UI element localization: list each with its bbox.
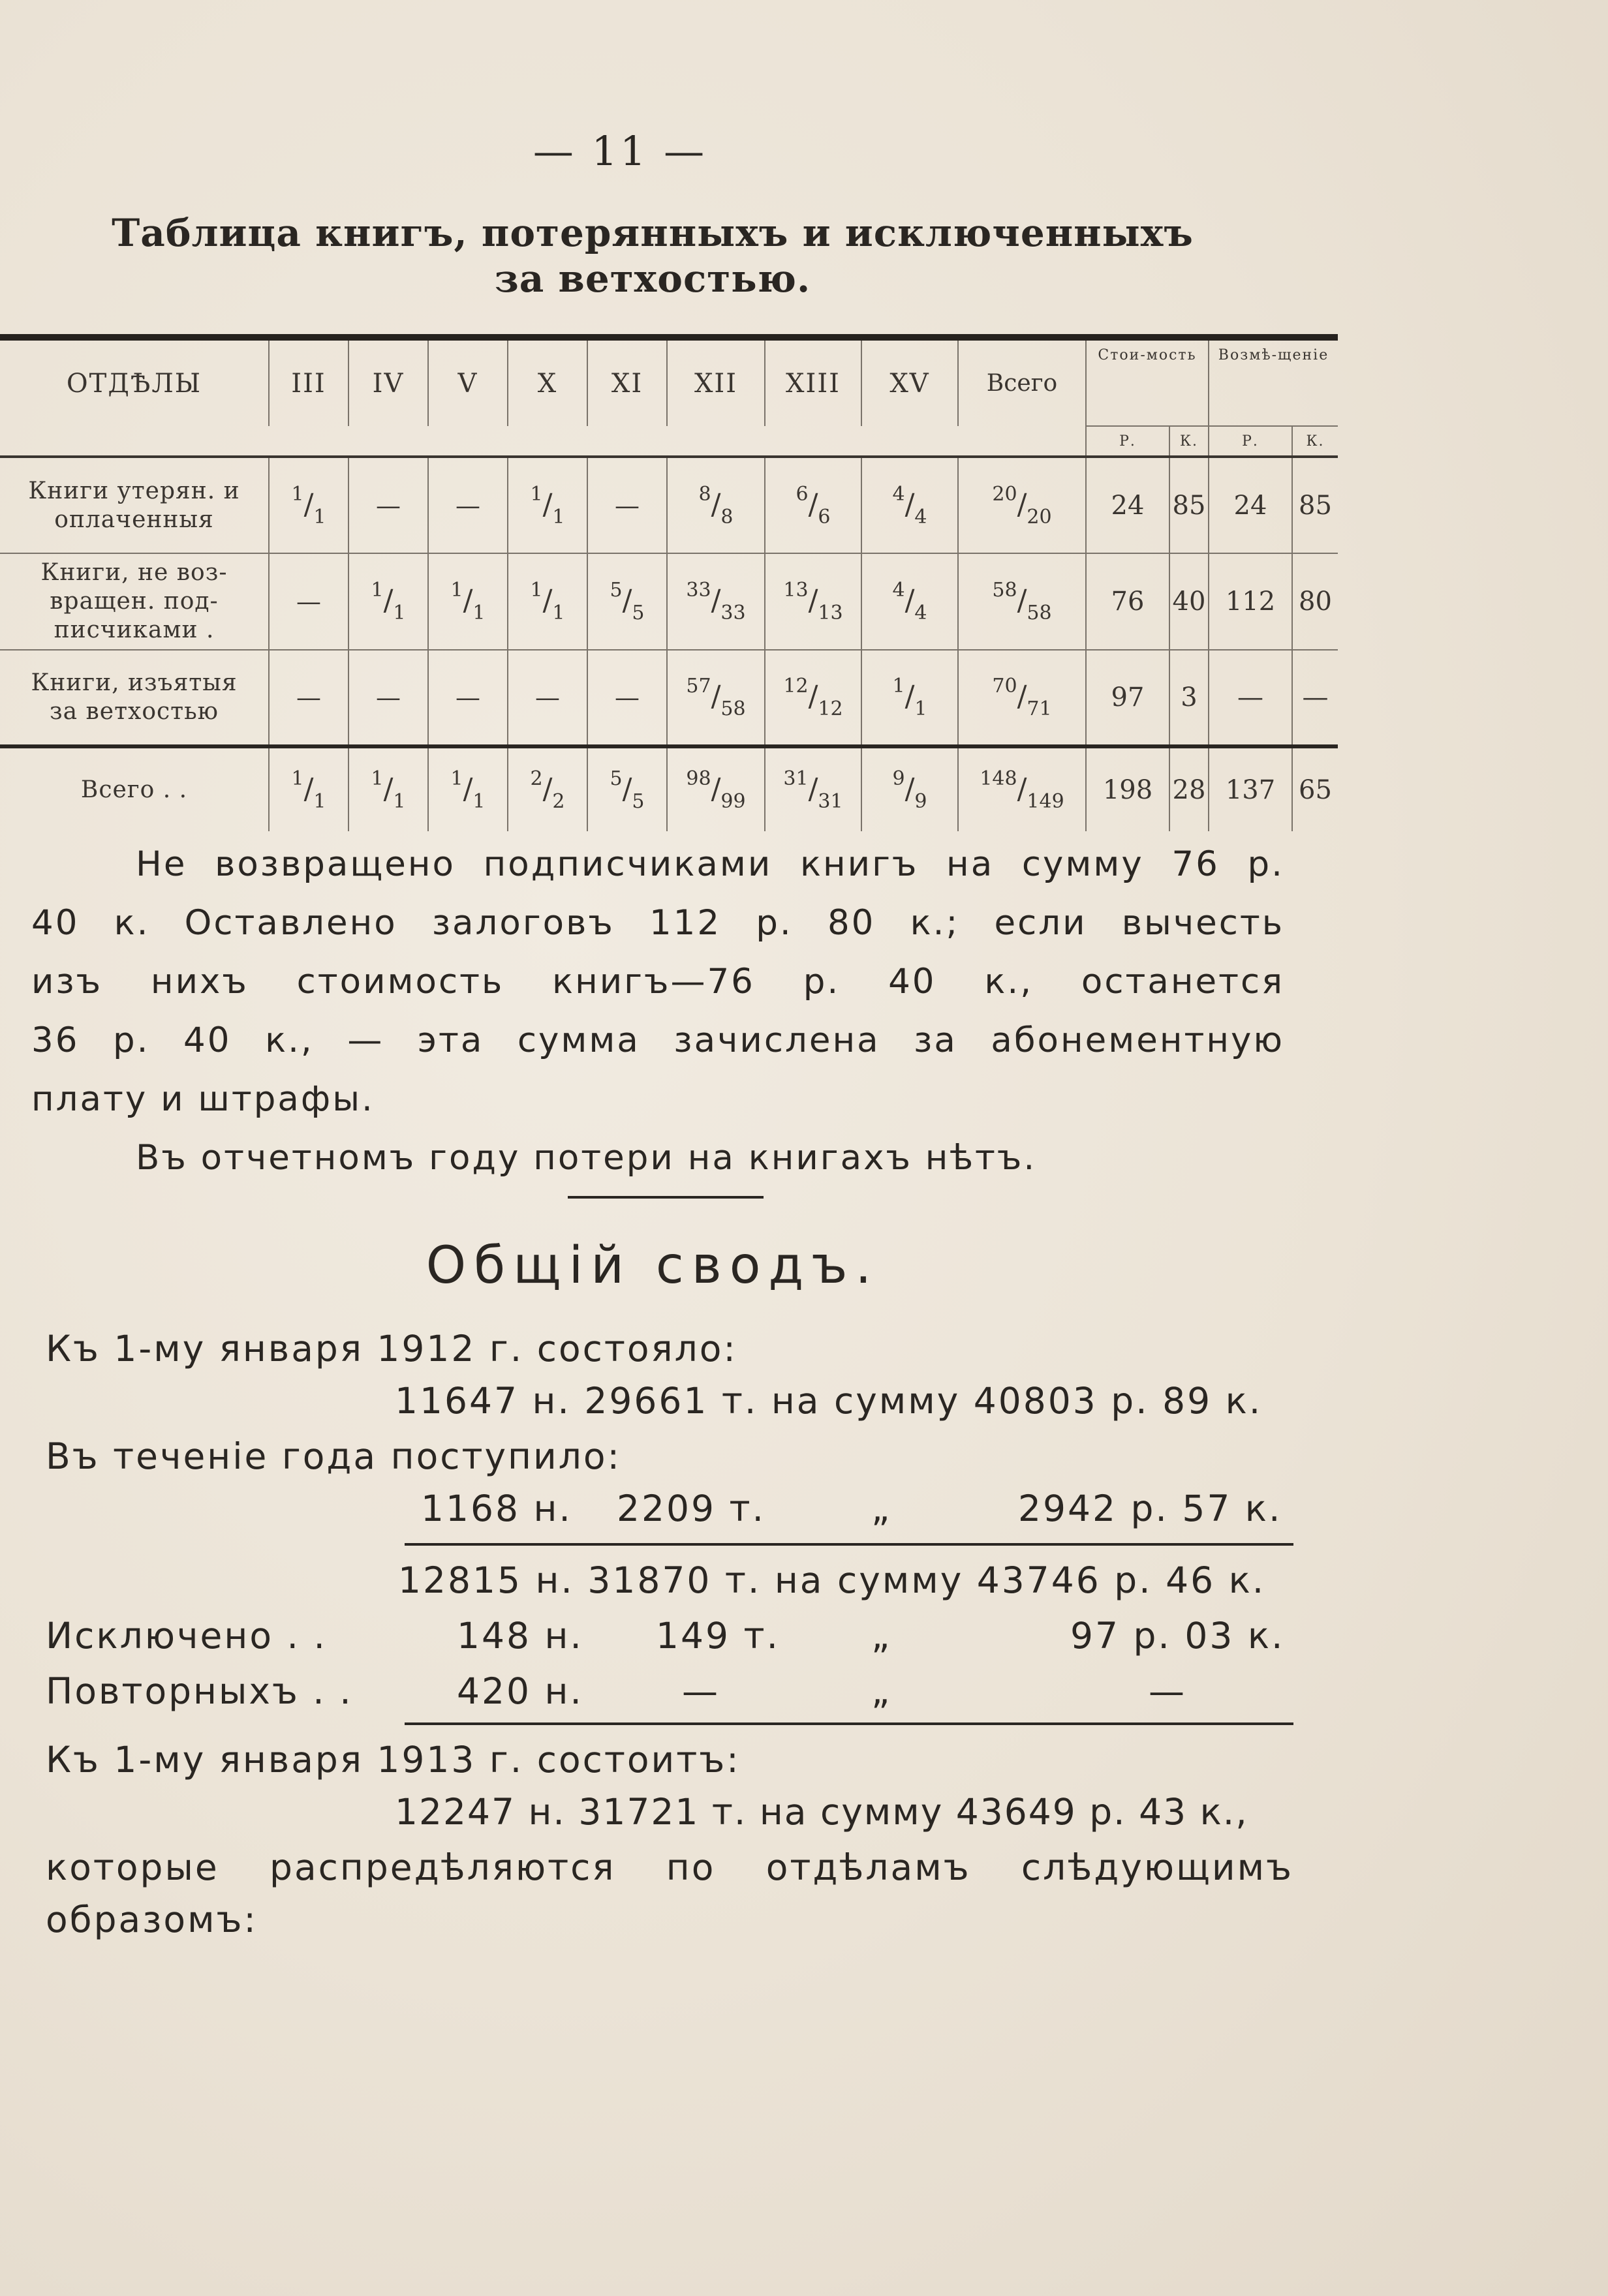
fraction-slash: / <box>711 772 721 806</box>
summary-rule-1 <box>405 1543 1293 1546</box>
numerator: 6 <box>796 482 809 506</box>
denominator: 8 <box>720 505 734 528</box>
cost-kopecks: 3 <box>1169 650 1209 746</box>
fraction-slash: / <box>463 584 473 617</box>
denominator: 99 <box>720 789 746 813</box>
cost-rubles: 97 <box>1086 650 1169 746</box>
table-cell <box>587 650 667 746</box>
fraction-slash: / <box>383 584 394 617</box>
denominator: 1 <box>552 602 565 624</box>
table-cell <box>765 457 861 553</box>
denominator: 9 <box>914 789 927 813</box>
fraction-slash: / <box>542 772 553 806</box>
fraction-slash: / <box>711 680 721 713</box>
numerator: 70 <box>992 675 1017 697</box>
summary-excluded-t: 149 т. <box>656 1615 780 1657</box>
row-label-line: Книги, не воз- <box>40 559 228 586</box>
row-label <box>0 553 269 650</box>
denominator: 33 <box>720 602 746 624</box>
table-cell <box>958 553 1086 650</box>
cost-rubles: 76 <box>1086 553 1169 650</box>
dash-mark: — <box>615 683 640 712</box>
summary-1912-label: Къ 1-му января 1912 г. состояло: <box>46 1328 737 1370</box>
numerator: 5 <box>610 579 623 602</box>
denominator: 1 <box>313 505 326 528</box>
compensation-kopecks: 85 <box>1292 457 1338 553</box>
denominator: 13 <box>818 602 843 624</box>
summary-received-t: 2209 т. <box>617 1488 765 1529</box>
summary-excluded-label: Исключено . . <box>46 1615 327 1657</box>
cost-rubles: 24 <box>1086 457 1169 553</box>
numerator: 5 <box>610 767 623 790</box>
dash-mark: — <box>376 683 401 712</box>
header-col-13: XIII <box>765 337 861 426</box>
denominator: 6 <box>818 505 831 528</box>
dash-mark: — <box>296 587 321 616</box>
denominator: 58 <box>720 697 746 720</box>
lost-books-table <box>0 334 1338 831</box>
numerator: 20 <box>992 482 1017 506</box>
cost-kopecks: 85 <box>1169 457 1209 553</box>
row-label-line: вращен. под- <box>50 588 219 615</box>
denominator: 12 <box>818 697 843 720</box>
total-cell <box>667 746 765 831</box>
denominator: 1 <box>393 602 406 624</box>
header-cost-k: К. <box>1169 426 1209 457</box>
notes-line-4: 36 р. 40 к., — эта сумма зачислена за абонементную <box>31 1020 1284 1060</box>
numerator: 1 <box>291 767 304 790</box>
denominator: 2 <box>552 789 565 813</box>
fraction-slash: / <box>1017 772 1027 806</box>
denominator: 4 <box>914 505 927 528</box>
header-col-12: XII <box>667 337 765 426</box>
numerator: 12 <box>783 675 809 697</box>
numerator: 1 <box>892 675 905 697</box>
row-label <box>0 457 269 553</box>
numerator: 1 <box>371 579 384 602</box>
dash-mark: — <box>615 491 640 520</box>
section-divider <box>568 1196 764 1199</box>
dash-mark: — <box>296 683 321 712</box>
table-cell <box>861 553 958 650</box>
numerator: 33 <box>686 579 711 602</box>
summary-received-ditto: „ <box>871 1488 892 1529</box>
total-compensation-rubles: 137 <box>1209 746 1292 831</box>
fraction-slash: / <box>622 772 632 806</box>
page-title <box>26 210 1279 301</box>
header-col-3: III <box>269 337 348 426</box>
header-comp-k: К. <box>1292 426 1338 457</box>
table-cell <box>508 650 587 746</box>
denominator: 1 <box>393 789 406 813</box>
dash-mark: — <box>456 683 480 712</box>
summary-excluded-sum: 97 р. 03 к. <box>1070 1615 1285 1657</box>
summary-1912-values: 11647 н. 29661 т. на сумму 40803 р. 89 к. <box>395 1380 1263 1422</box>
fraction-slash: / <box>542 487 553 521</box>
denominator: 4 <box>914 602 927 624</box>
summary-excluded-n: 148 н. <box>457 1615 583 1657</box>
numerator: 8 <box>698 482 711 506</box>
fraction-slash: / <box>1017 584 1027 617</box>
row-label-line: Книги утерян. и <box>28 477 240 504</box>
title-line-1: Таблица книгъ, потерянныхъ и исключенныхъ <box>112 211 1194 255</box>
table-cell <box>861 650 958 746</box>
table-cell <box>587 457 667 553</box>
total-cell <box>587 746 667 831</box>
denominator: 1 <box>472 789 486 813</box>
denominator: 71 <box>1027 697 1052 720</box>
numerator: 1 <box>371 767 384 790</box>
fraction-slash: / <box>711 584 721 617</box>
row-label <box>0 650 269 746</box>
fraction-slash: / <box>808 584 818 617</box>
numerator: 4 <box>892 482 905 506</box>
table-cell <box>348 650 428 746</box>
numerator: 2 <box>530 767 543 790</box>
summary-1913-values: 12247 н. 31721 т. на сумму 43649 р. 43 к., <box>395 1791 1248 1833</box>
numerator: 148 <box>980 767 1017 790</box>
summary-distribution-end: образомъ: <box>46 1899 258 1940</box>
compensation-rubles: — <box>1209 650 1292 746</box>
denominator: 1 <box>914 697 927 720</box>
numerator: 1 <box>530 579 543 602</box>
row-label-line: писчиками . <box>54 617 215 643</box>
dash-mark: — <box>535 683 560 712</box>
total-cell <box>765 746 861 831</box>
denominator: 58 <box>1027 602 1052 624</box>
numerator: 57 <box>686 675 711 697</box>
table-cell <box>958 457 1086 553</box>
denominator: 1 <box>313 789 326 813</box>
numerator: 4 <box>892 579 905 602</box>
fraction-slash: / <box>711 487 721 521</box>
denominator: 31 <box>818 789 843 813</box>
dash-mark: — <box>376 491 401 520</box>
table-cell <box>428 553 508 650</box>
fraction-slash: / <box>904 584 915 617</box>
fraction-slash: / <box>904 680 915 713</box>
summary-repeated-label: Повторныхъ . . <box>46 1670 353 1712</box>
header-col-10: X <box>508 337 587 426</box>
summary-received-n: 1168 н. <box>421 1488 572 1529</box>
header-cost-r: Р. <box>1086 426 1169 457</box>
table-cell <box>958 650 1086 746</box>
numerator: 1 <box>450 767 463 790</box>
fraction-slash: / <box>303 487 314 521</box>
page-number: — 11 — <box>533 127 707 175</box>
fraction-slash: / <box>904 487 915 521</box>
table-cell <box>587 553 667 650</box>
dash-mark: — <box>456 491 480 520</box>
fraction-slash: / <box>303 772 314 806</box>
table-row-not-returned <box>0 553 1338 650</box>
table-cell <box>428 650 508 746</box>
row-label-line: за ветхостью <box>49 698 219 725</box>
header-comp-r: Р. <box>1209 426 1292 457</box>
header-total: Всего <box>958 337 1086 426</box>
header-col-5: V <box>428 337 508 426</box>
table-cell <box>667 650 765 746</box>
table-row-total <box>0 746 1338 831</box>
summary-repeated-ditto: „ <box>871 1670 892 1712</box>
table-cell <box>348 553 428 650</box>
notes-line-5: плату и штрафы. <box>31 1079 375 1119</box>
total-cell <box>861 746 958 831</box>
row-label-line: оплаченныя <box>54 506 214 533</box>
cost-kopecks: 40 <box>1169 553 1209 650</box>
numerator: 31 <box>783 767 809 790</box>
fraction-slash: / <box>1017 487 1027 521</box>
denominator: 20 <box>1027 505 1052 528</box>
compensation-rubles: 24 <box>1209 457 1292 553</box>
notes-line-2: 40 к. Оставлено залоговъ 112 р. 80 к.; если вычесть <box>31 903 1284 943</box>
table-cell <box>269 457 348 553</box>
table-cell <box>765 553 861 650</box>
table-cell <box>508 457 587 553</box>
table-row-lost-paid <box>0 457 1338 553</box>
numerator: 1 <box>450 579 463 602</box>
fraction-slash: / <box>383 772 394 806</box>
total-compensation-kopecks: 65 <box>1292 746 1338 831</box>
total-cell <box>428 746 508 831</box>
table-cell <box>348 457 428 553</box>
table-cell <box>428 457 508 553</box>
table-cell <box>765 650 861 746</box>
denominator: 5 <box>632 602 645 624</box>
fraction-slash: / <box>1017 680 1027 713</box>
table-cell <box>667 553 765 650</box>
denominator: 1 <box>552 505 565 528</box>
fraction-slash: / <box>808 680 818 713</box>
summary-repeated-t: — <box>682 1670 720 1712</box>
summary-received-label: Въ теченіе года поступило: <box>46 1435 622 1477</box>
summary-excluded-ditto: „ <box>871 1615 892 1657</box>
total-cell <box>958 746 1086 831</box>
numerator: 98 <box>686 767 711 790</box>
table-cell <box>269 553 348 650</box>
notes-line-1: Не возвращено подписчиками книгъ на сумму 76 р. <box>136 844 1284 884</box>
summary-rule-2 <box>405 1722 1293 1725</box>
denominator: 149 <box>1027 789 1064 813</box>
summary-total-values: 12815 н. 31870 т. на сумму 43746 р. 46 к. <box>398 1559 1266 1601</box>
table-cell <box>269 650 348 746</box>
notes-paragraph <box>31 835 1284 1187</box>
denominator: 1 <box>472 602 486 624</box>
total-cost-rubles: 198 <box>1086 746 1169 831</box>
section-title: Общій сводъ. <box>425 1236 880 1295</box>
summary-1913-label: Къ 1-му января 1913 г. состоитъ: <box>46 1739 741 1781</box>
numerator: 1 <box>530 482 543 506</box>
total-label: Всего . . <box>80 776 188 803</box>
fraction-slash: / <box>904 772 915 806</box>
summary-repeated-sum: — <box>1149 1670 1186 1712</box>
fraction-slash: / <box>542 584 553 617</box>
total-cell <box>508 746 587 831</box>
summary-repeated-n: 420 н. <box>457 1670 583 1712</box>
header-cost: Стои-мость <box>1086 337 1209 426</box>
row-label-line: Книги, изъятыя <box>31 669 238 696</box>
numerator: 9 <box>892 767 905 790</box>
numerator: 1 <box>291 482 304 506</box>
table-cell <box>508 553 587 650</box>
table-row-worn-out <box>0 650 1338 746</box>
fraction-slash: / <box>622 584 632 617</box>
fraction-slash: / <box>463 772 473 806</box>
total-cell <box>348 746 428 831</box>
notes-line-3: изъ нихъ стоимость книгъ—76 р. 40 к., останется <box>31 962 1284 1002</box>
fraction-slash: / <box>808 772 818 806</box>
header-col-11: XI <box>587 337 667 426</box>
fraction-slash: / <box>808 487 818 521</box>
table-cell <box>667 457 765 553</box>
numerator: 58 <box>992 579 1017 602</box>
table-cell <box>861 457 958 553</box>
summary-distribution-line: которые распредѣляются по отдѣламъ слѣдующимъ <box>46 1846 1293 1888</box>
title-line-2: за ветхостью. <box>494 256 811 301</box>
total-cell <box>269 746 348 831</box>
compensation-kopecks: 80 <box>1292 553 1338 650</box>
header-otdely: ОТДѢЛЫ <box>66 368 202 399</box>
total-cost-kopecks: 28 <box>1169 746 1209 831</box>
numerator: 13 <box>783 579 809 602</box>
compensation-kopecks: — <box>1292 650 1338 746</box>
summary-received-sum: 2942 р. 57 к. <box>1018 1488 1282 1529</box>
compensation-rubles: 112 <box>1209 553 1292 650</box>
denominator: 5 <box>632 789 645 813</box>
notes-line-6: Въ отчетномъ году потери на книгахъ нѣтъ. <box>136 1138 1037 1178</box>
header-col-4: IV <box>348 337 428 426</box>
header-compensation: Возмѣ-щеніе <box>1209 337 1338 426</box>
header-col-15: XV <box>861 337 958 426</box>
